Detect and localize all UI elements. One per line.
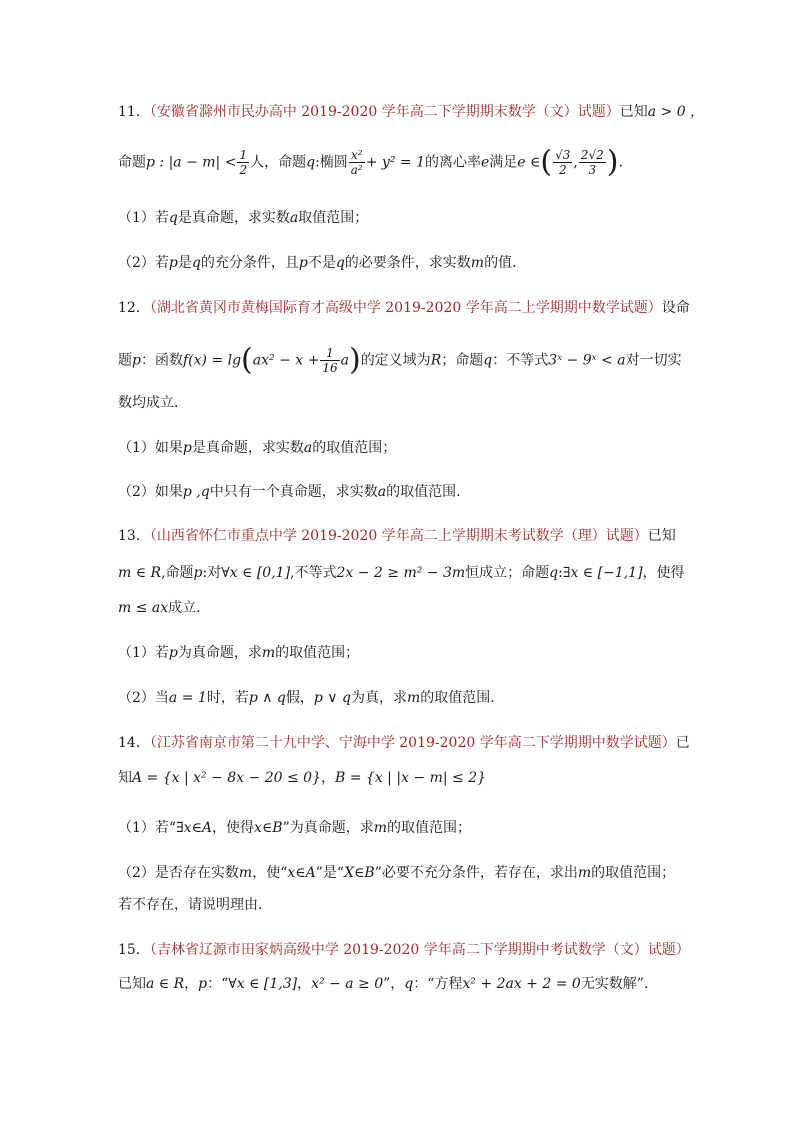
q12-paren-left: ( (241, 342, 253, 378)
q13-m: m (406, 690, 421, 706)
q11-text: 是真命题，求实数 (177, 210, 290, 226)
q12-p: p (132, 352, 141, 369)
q14-text: （1）若“ (118, 820, 177, 836)
q12-text: 对一切实 (625, 352, 682, 369)
q13-text: ，使得 (642, 565, 685, 581)
q13-m-le-ax: m ≤ ax (118, 600, 169, 616)
q11-q: q (168, 210, 178, 226)
q13-text: : (558, 565, 563, 581)
q11-q: q (191, 255, 201, 271)
q11-int1 (553, 148, 572, 177)
q12-inner: a (340, 352, 349, 369)
q11-text: 取值范围； (298, 210, 369, 226)
q11-half-den: 2 (239, 163, 248, 177)
q14-text: ”是“ (315, 865, 345, 881)
q14-part1 (118, 818, 678, 838)
q12-a: a (377, 484, 387, 500)
q11-text: （2）若 (118, 255, 169, 271)
q12-inner: ax² − x + (252, 352, 320, 369)
q14-m: m (373, 820, 388, 836)
q12-text: ：函数 (140, 352, 183, 369)
q13-m-in-R: m ∈ R (118, 565, 162, 581)
q13-p: p (193, 565, 203, 581)
q11-paren-right: ) (606, 144, 619, 180)
q11-text: （1）若 (118, 210, 169, 226)
q13-forall: ∀x ∈ [0,1] (221, 565, 291, 581)
q13-source: （山西省怀仁市重点中学 2019-2020 学年高二上学期期末考试数学（理）试题） (149, 528, 648, 544)
q13-m: m (261, 645, 276, 661)
q13-part2 (118, 688, 678, 708)
q11-ellipse-fraction (349, 148, 365, 177)
q13-exists: ∃x ∈ [−1,1] (562, 565, 643, 581)
q15-text: ， (184, 976, 199, 992)
q14-source: （江苏省南京市第二十九中学、宁海中学 2019-2020 学年高二下学期期中数学试题） (149, 735, 676, 751)
q11-e-in: e ∈ (517, 154, 541, 171)
q13-text: 为真，求 (350, 690, 407, 706)
q15-number: 15． (118, 942, 150, 958)
q15-p: p (198, 976, 208, 992)
q13-part1 (118, 643, 678, 663)
q13-a-eq-1: a = 1 (168, 690, 207, 706)
q14-part2 (118, 863, 678, 883)
q13-text: （1）若 (118, 645, 169, 661)
q14-text: 知 (118, 770, 132, 786)
q12-pq: p ,q (182, 484, 210, 500)
q11-text: . (618, 154, 623, 171)
q14-text: 若不存在，请说明理由. (118, 897, 263, 913)
q14-m: m (577, 865, 592, 881)
q12-header (118, 298, 690, 318)
q12-source: （湖北省黄冈市黄梅国际育才高级中学 2019-2020 学年高二上学期期中数学试题） (149, 300, 662, 316)
q11-ell-num: x² (349, 148, 365, 163)
q14-m: m (238, 865, 253, 881)
q13-p-or-q: p ∨ q (313, 690, 351, 706)
q11-int-sep: , (573, 154, 578, 171)
q13-number: 13． (118, 528, 150, 544)
q13-header (118, 526, 678, 546)
q11-part2 (118, 253, 678, 273)
q11-q: q (306, 154, 316, 171)
q11-ell-rest: + y² = 1 (365, 154, 425, 171)
q15-source: （吉林省辽源市田家炳高级中学 2019-2020 学年高二下学期期中考试数学（文）试题） (149, 942, 690, 958)
q12-a: a (303, 440, 313, 456)
q12-text: 数均成立. (118, 395, 179, 411)
q12-text: 设命 (661, 300, 690, 316)
q12-R: R (430, 352, 442, 369)
q14-text: ，使“ (252, 865, 288, 881)
q11-int1-num: √3 (555, 148, 571, 162)
q15-text: 无实数解”. (580, 976, 649, 992)
q12-frac-den: 16 (322, 361, 338, 375)
q12-line3 (118, 393, 678, 413)
q11-header (118, 102, 705, 122)
q14-text: 已 (675, 735, 690, 751)
q11-int2-num: 2√2 (580, 148, 604, 162)
q14-text: ”为真命题，求 (282, 820, 374, 836)
q11-m: m (470, 255, 485, 271)
q12-number: 12． (118, 300, 150, 316)
q14-part2-cont (118, 895, 678, 915)
q11-cond: a > 0 ， (647, 104, 705, 120)
q13-propositions (118, 563, 685, 583)
q13-text: 恒成立；命题 (465, 565, 550, 581)
q12-p: p (182, 440, 192, 456)
q14-text: ”必要不充分条件，若存在，求出 (374, 865, 578, 881)
q13-text: 假， (285, 690, 314, 706)
q11-source: （安徽省滁州市民办高中 2019-2020 学年高二下学期期末数学（文）试题） (149, 104, 620, 120)
q12-part1 (118, 438, 678, 458)
q14-sets (118, 768, 678, 788)
q11-p: p (168, 255, 178, 271)
q13-p-and-q: p ∧ q (248, 690, 286, 706)
q12-text: （1）如果 (118, 440, 183, 456)
q11-int2-den: 3 (588, 163, 597, 177)
q11-paren-left: ( (540, 144, 553, 180)
q14-text: 的取值范围； (591, 865, 676, 881)
q11-text: :椭圆 (315, 154, 348, 171)
q11-text: 的必要条件，求实数 (344, 255, 471, 271)
q13-text: （2）当 (118, 690, 169, 706)
q12-text: 的定义域为 (360, 352, 431, 369)
q11-number: 11． (118, 104, 150, 120)
q11-ell-den: a² (350, 163, 363, 177)
q11-p-def: p : |a − m| < (146, 154, 237, 171)
q15-forall: ∀x ∈ [1,3] (228, 976, 298, 992)
q11-text: 不是 (307, 255, 336, 271)
q11-intro: 已知 (619, 104, 648, 120)
q14-set-B: B = {x | |x − m| ≤ 2} (335, 770, 487, 786)
q13-text: :对 (202, 565, 222, 581)
q15-equation: x² + 2ax + 2 = 0 (462, 976, 581, 992)
q13-q: q (549, 565, 559, 581)
q13-line3 (118, 598, 678, 618)
q12-paren-right: ) (348, 342, 361, 378)
q12-text: （2）如果 (118, 484, 183, 500)
q13-text: 已知 (647, 528, 676, 544)
q13-p: p (168, 645, 178, 661)
q11-text: 是 (177, 255, 192, 271)
q11-p: p (298, 255, 308, 271)
q12-part2 (118, 482, 678, 502)
q13-text: ,命题 (161, 565, 194, 581)
q11-a: a (289, 210, 299, 226)
q11-text: 满足 (489, 154, 518, 171)
q14-text: ，使得 (212, 820, 255, 836)
q15-propositions (118, 974, 678, 994)
q14-text: 的取值范围； (387, 820, 472, 836)
q12-q: q (483, 352, 493, 369)
q11-half-num: 1 (239, 148, 248, 162)
q12-text: 题 (118, 352, 132, 369)
q12-text: 的取值范围； (312, 440, 397, 456)
q14-set-A: A = {x | x² − 8x − 20 ≤ 0} (132, 770, 321, 786)
q12-text: 是真命题，求实数 (191, 440, 304, 456)
q11-text: 的离心率 (425, 154, 481, 171)
q11-propositions (118, 144, 678, 180)
q12-text: 中只有一个真命题，求实数 (209, 484, 378, 500)
q13-text: 的取值范围； (275, 645, 360, 661)
q15-text: ：“ (207, 976, 229, 992)
q11-text: 的值． (484, 255, 527, 271)
q15-text: 已知 (118, 976, 146, 992)
q15-text: ”， (383, 976, 405, 992)
q11-e: e (481, 154, 490, 171)
q11-q: q (335, 255, 345, 271)
q14-x-in-A: x∈A (287, 865, 316, 881)
q11-part1 (118, 208, 678, 228)
q14-number: 14． (118, 735, 150, 751)
q14-header (118, 733, 690, 753)
q12-fraction (320, 346, 339, 375)
q12-text: ：不等式 (492, 352, 549, 369)
q13-text: 为真命题，求 (177, 645, 262, 661)
q14-text: （2）是否存在实数 (118, 865, 239, 881)
q12-ineq: 3ˣ − 9ˣ < a (548, 352, 626, 369)
q15-ineq: x² − a ≥ 0 (311, 976, 384, 992)
q13-text: ,不等式 (290, 565, 337, 581)
q14-text: ， (321, 770, 335, 786)
q12-text: 的取值范围. (386, 484, 461, 500)
q15-q: q (404, 976, 414, 992)
q14-x-in-B: x∈B (254, 820, 283, 836)
q12-frac-num: 1 (320, 346, 339, 361)
q11-int2 (579, 148, 606, 177)
q11-text: 的充分条件，且 (200, 255, 299, 271)
q13-text: 时，若 (206, 690, 249, 706)
q14-exists-x: ∃x∈A (176, 820, 213, 836)
q11-text: 人，命题 (250, 154, 307, 171)
q13-ineq: 2x − 2 ≥ m² − 3m (336, 565, 466, 581)
q12-text: ；命题 (441, 352, 484, 369)
q13-text: 的取值范围. (420, 690, 495, 706)
q11-text: 命题 (118, 154, 146, 171)
q15-a-in-R: a ∈ R (146, 976, 185, 992)
q15-text: ， (297, 976, 312, 992)
q15-text: ：“方程 (413, 976, 463, 992)
q12-propositions (118, 342, 682, 378)
q12-f-expr: f(x) = lg (182, 352, 242, 369)
q15-header (118, 940, 690, 960)
q11-half-fraction (237, 148, 249, 177)
q14-X-in-B: X∈B (344, 865, 375, 881)
q11-int1-den: 2 (558, 163, 567, 177)
q13-text: 成立. (168, 600, 201, 616)
